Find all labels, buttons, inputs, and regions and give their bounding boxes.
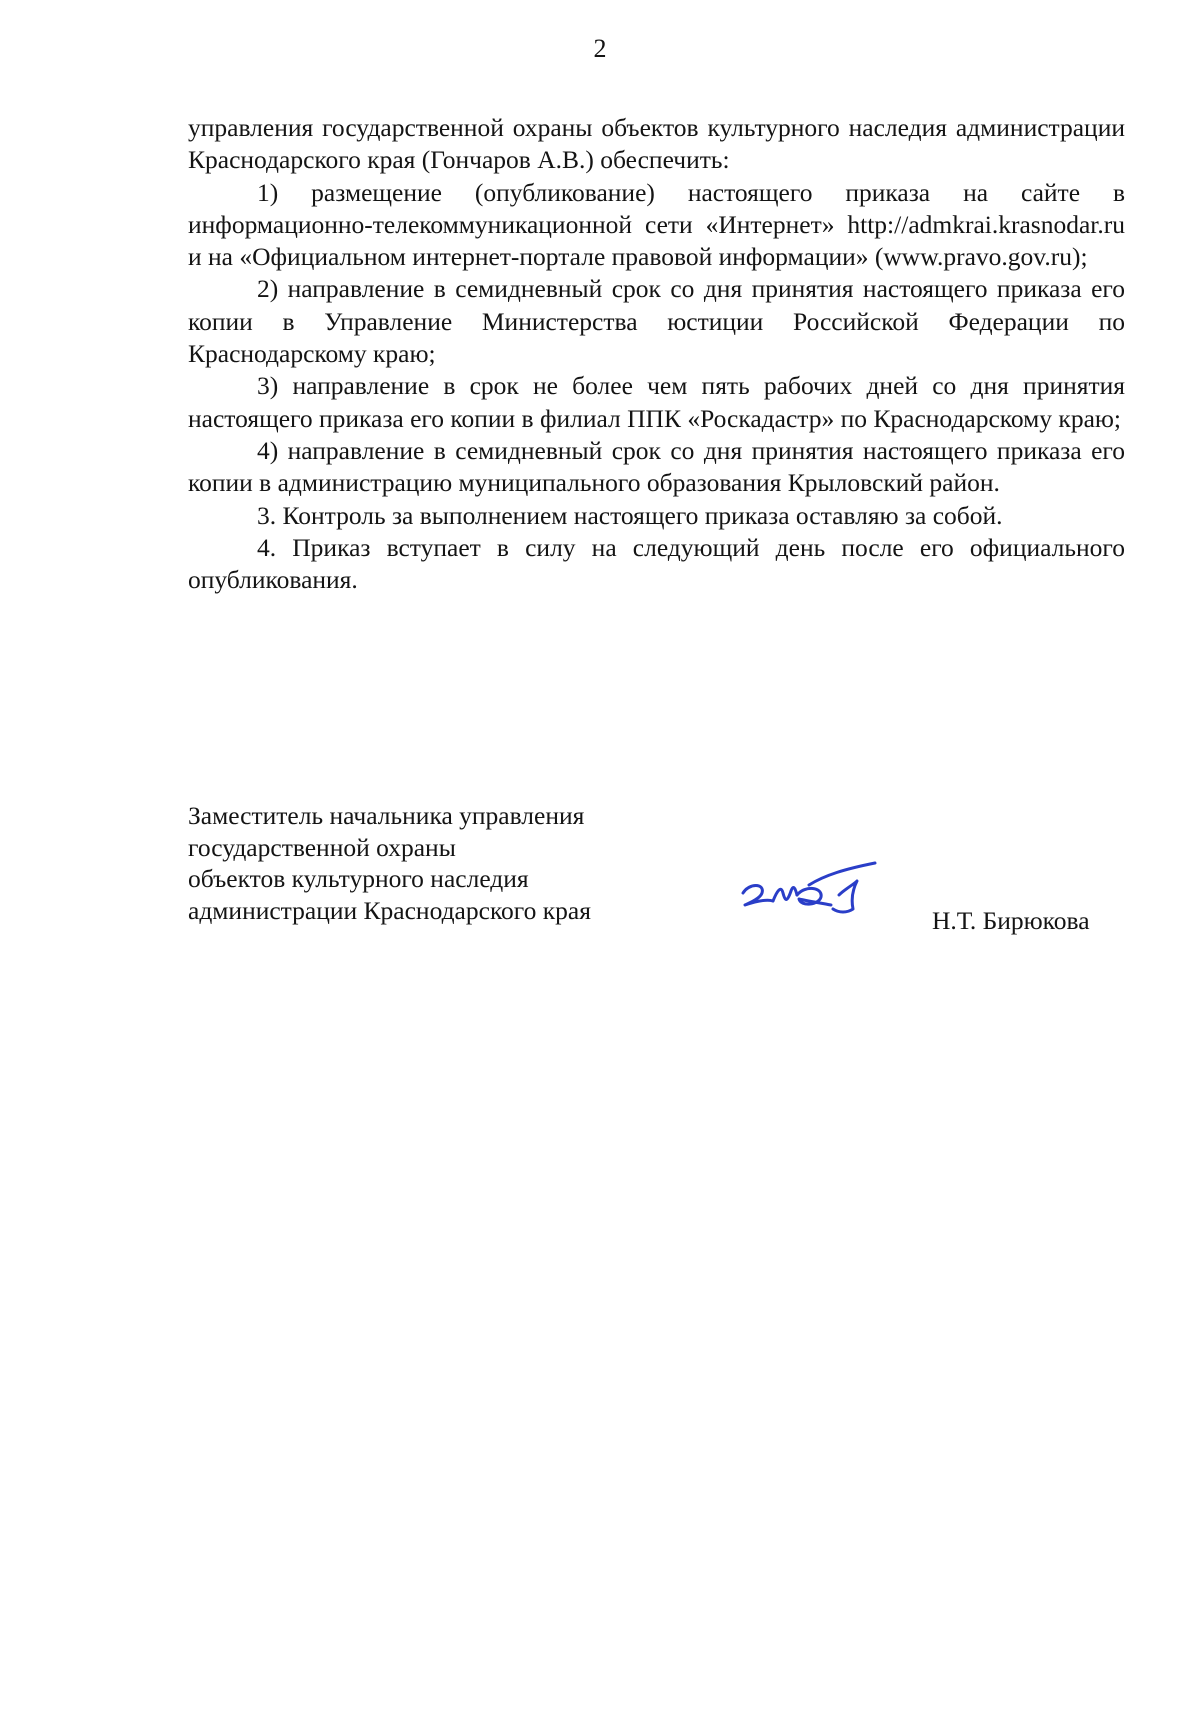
paragraph-item-2: 2) направление в семидневный срок со дня принятия настоящего приказа его копии в Управление Министерства юстиции Российской Федерации по Краснодарскому краю; — [188, 274, 1125, 369]
signatory-position — [188, 800, 708, 926]
position-line: объектов культурного наследия — [188, 864, 529, 893]
signer-name: Н.Т. Бирюкова — [932, 906, 1090, 935]
paragraph-item-1: 1) размещение (опубликование) настоящего приказа на сайте в информационно-телекоммуникационной сети «Интернет» http://admkrai.krasnodar.ru и на «Официальном интернет-портале правовой информации» (www.pravo.gov.ru); — [188, 177, 1125, 272]
handwritten-signature — [735, 855, 885, 935]
paragraph-clause-3: 3. Контроль за выполнением настоящего приказа оставляю за собой. — [257, 500, 1003, 530]
document-body — [188, 112, 1125, 596]
page-number: 2 — [593, 34, 607, 63]
position-line: государственной охраны — [188, 832, 456, 862]
paragraph-clause-4: 4. Приказ вступает в силу на следующий день после его официального опубликования. — [188, 532, 1125, 595]
position-line: администрации Краснодарского края — [188, 895, 591, 925]
paragraph-item-4: 4) направление в семидневный срок со дня принятия настоящего приказа его копии в администрацию муниципального образования Крыловский район. — [188, 435, 1125, 498]
position-line: Заместитель начальника управления — [188, 801, 585, 830]
paragraph-intro: управления государственной охраны объектов культурного наследия администрации Краснодарского края (Гончаров А.В.) обеспечить: — [188, 113, 1125, 175]
paragraph-item-3: 3) направление в срок не более чем пять рабочих дней со дня принятия настоящего приказа его копии в филиал ППК «Роскадастр» по Краснодарскому краю; — [188, 371, 1125, 433]
